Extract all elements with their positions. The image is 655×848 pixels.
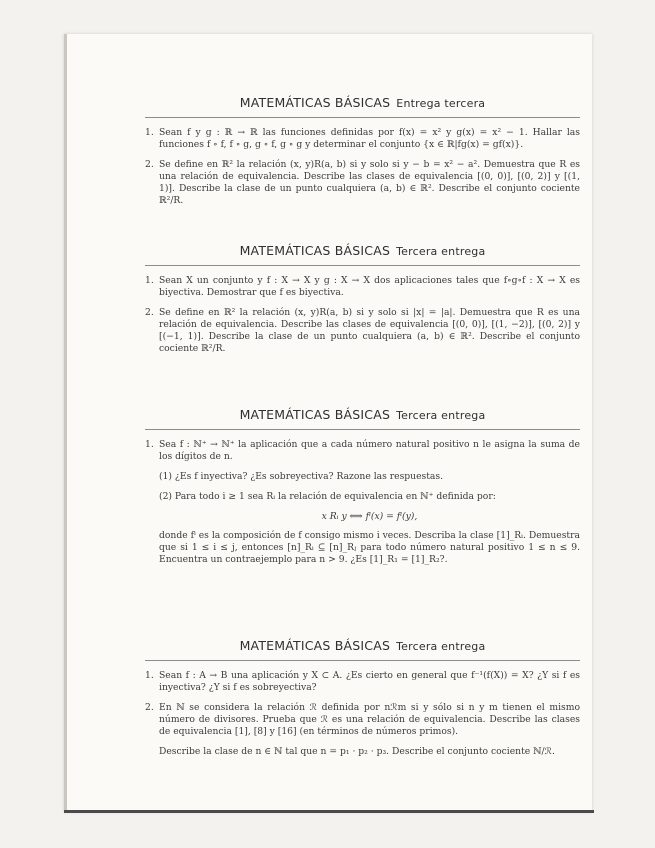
problem-text: Sea f : ℕ⁺ → ℕ⁺ la aplicación que a cada número natural positivo n le asigna la suma de los dígitos de n. [159, 439, 580, 462]
exercise-sheet-1 [145, 95, 580, 215]
sheet-1-problem-1 [145, 127, 580, 151]
sheet-2-divider [145, 265, 580, 266]
sheet-2-problem-2 [145, 307, 580, 355]
exercise-sheet-4 [145, 638, 580, 758]
problem-text: Sean f y g : ℝ → ℝ las funciones definidas por f(x) = x² y g(x) = x² − 1. Hallar las funciones f ∘ f, f ∘ g, g ∘ f, g ∘ g y determinar el conjunto {x ∈ ℝ|fg(x) = gf(x)}. [159, 127, 580, 150]
sheet-4-heading [145, 638, 580, 653]
problem-text: Se define en ℝ² la relación (x, y)R(a, b) si y solo si y − b = x² − a². Demuestra que R es una relación de equivalencia. Describe las clases de equivalencia [(0, 0)], [(0, 2)] y [(1, 1)]. Describe la clase de un punto cualquiera (a, b) ∈ ℝ². Describe el conjunto cociente ℝ²/R. [159, 159, 580, 206]
sheet-1-heading [145, 95, 580, 110]
sheet-1-problem-2 [145, 159, 580, 207]
page-left-edge [64, 34, 67, 812]
problem-text: Sean X un conjunto y f : X → X y g : X → X dos aplicaciones tales que f∘g∘f : X → X es biyectiva. Demostrar que f es biyectiva. [159, 275, 580, 298]
sheet-1-title: MATEMÁTICAS BÁSICAS [239, 95, 391, 110]
sheet-4-problem-2 [145, 702, 580, 738]
sheet-3-part-2-description: donde fⁱ es la composición de f consigo mismo i veces. Describa la clase [1]_Rᵢ. Demuestra que si 1 ≤ i ≤ j, entonces [n]_Rᵢ ⊆ [n]_Rⱼ para todo número natural positivo 1 ≤ n ≤ 9. Encuentra un contraejemplo para n > 9. ¿Es [1]_R₁ = [1]_R₂?. [159, 530, 580, 565]
sheet-4-subtitle: Tercera entrega [396, 640, 486, 653]
problem-number: 1. [145, 439, 154, 450]
sheet-3-problem-1 [145, 439, 580, 463]
sheet-2-problem-1 [145, 275, 580, 299]
sheet-2-title: MATEMÁTICAS BÁSICAS [239, 243, 391, 258]
problem-number: 1. [145, 670, 154, 681]
sheet-4-title: MATEMÁTICAS BÁSICAS [239, 638, 391, 653]
relation-formula: x Rᵢ y ⟺ fⁱ(x) = fⁱ(y), [321, 511, 418, 522]
sheet-4-problem-1 [145, 670, 580, 694]
problem-number: 2. [145, 307, 154, 318]
sheet-1-subtitle: Entrega tercera [396, 97, 486, 110]
problem-number: 2. [145, 702, 154, 713]
sheet-3-part-1: (1) ¿Es f inyectiva? ¿Es sobreyectiva? Razone las respuestas. [159, 471, 444, 482]
page-bottom-edge [64, 810, 594, 813]
sheet-1-divider [145, 117, 580, 118]
problem-number: 1. [145, 275, 154, 286]
sheet-4-divider [145, 660, 580, 661]
sheet-4-problem-2-continuation: Describe la clase de n ∈ ℕ tal que n = p₁ · p₂ · p₃. Describe el conjunto cociente ℕ/ℛ. [159, 746, 555, 757]
sheet-2-subtitle: Tercera entrega [396, 245, 486, 258]
sheet-2-heading [145, 243, 580, 258]
problem-text: En ℕ se considera la relación ℛ definida por nℛm si y sólo si n y m tienen el mismo número de divisores. Prueba que ℛ es una relación de equivalencia. Describe las clases de equivalencia [1], [8] y [16] (en términos de números primos). [159, 702, 580, 737]
sheet-3-title: MATEMÁTICAS BÁSICAS [239, 407, 391, 422]
sheet-3-divider [145, 429, 580, 430]
exercise-sheet-2 [145, 243, 580, 363]
sheet-3-heading [145, 407, 580, 422]
problem-number: 1. [145, 127, 154, 138]
exercise-sheet-3 [145, 407, 580, 572]
problem-text: Se define en ℝ² la relación (x, y)R(a, b) si y solo si |x| = |a|. Demuestra que R es una relación de equivalencia. Describe las clases de equivalencia [(0, 0)], [(1, −2)], [(0, 2)] y [(−1, 1)]. Describe la clase de un punto cualquiera (a, b) ∈ ℝ². Describe el conjunto cociente ℝ²/R. [159, 307, 580, 354]
sheet-3-part-2: (2) Para todo i ≥ 1 sea Rᵢ la relación de equivalencia en ℕ⁺ definida por: [159, 491, 496, 502]
problem-text: Sean f : A → B una aplicación y X ⊂ A. ¿Es cierto en general que f⁻¹(f(X)) = X? ¿Y si f es inyectiva? ¿Y si f es sobreyectiva? [159, 670, 580, 693]
problem-number: 2. [145, 159, 154, 170]
sheet-3-subtitle: Tercera entrega [396, 409, 486, 422]
